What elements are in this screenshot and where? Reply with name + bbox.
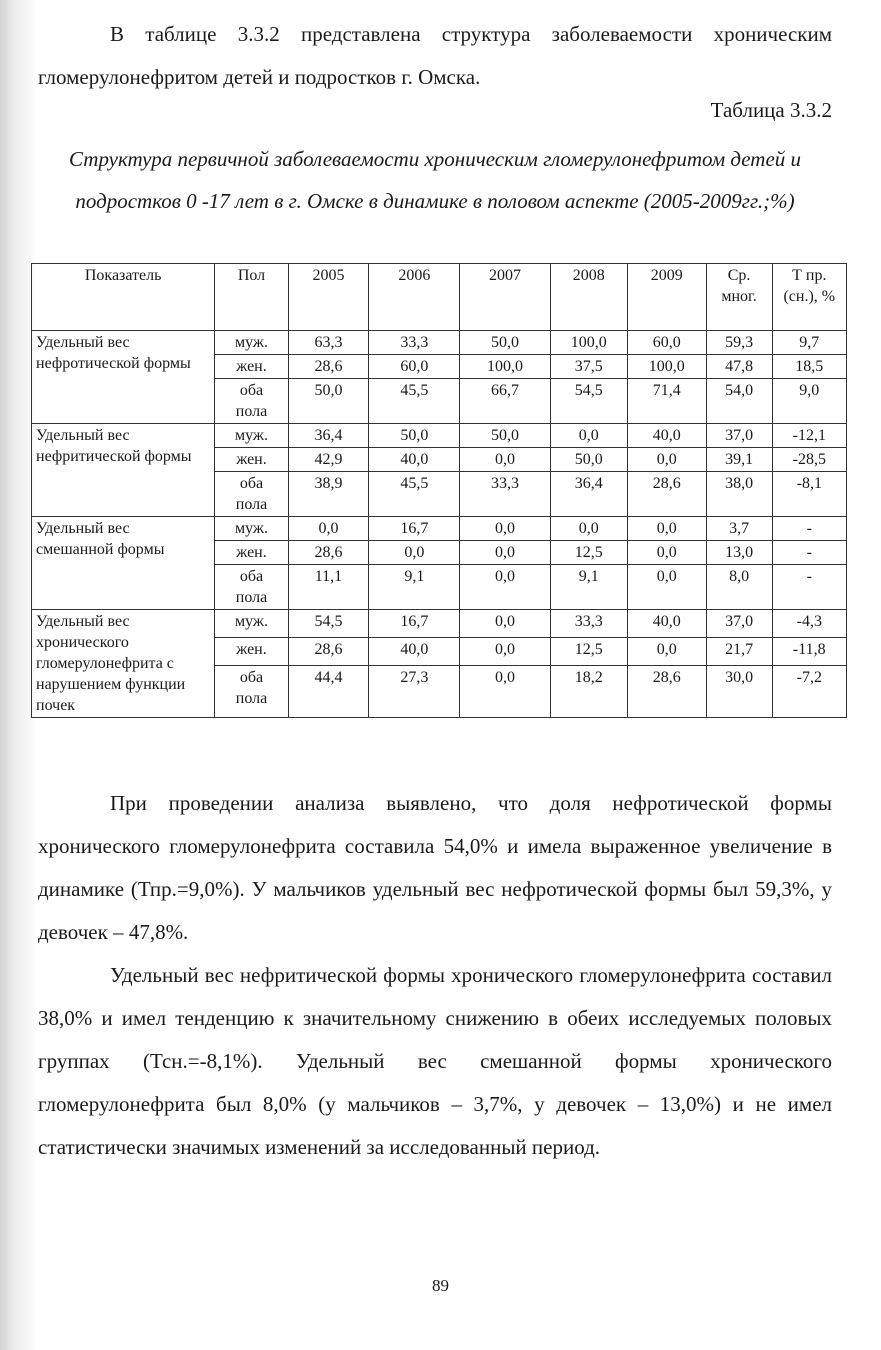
sex-cell: жен.	[215, 355, 288, 379]
value-cell: 63,3	[288, 331, 369, 355]
sex-cell: оба пола	[215, 565, 288, 610]
header-2006: 2006	[369, 264, 460, 331]
value-cell: 45,5	[369, 472, 460, 517]
value-cell: 0,0	[460, 448, 550, 472]
value-cell: 60,0	[369, 355, 460, 379]
value-cell: 8,0	[706, 565, 772, 610]
header-average: Ср. мног.	[706, 264, 772, 331]
value-cell: 66,7	[460, 379, 550, 424]
value-cell: 54,5	[288, 610, 369, 638]
header-2009: 2009	[628, 264, 707, 331]
indicator-cell: Удельный вес смешанной формы	[32, 517, 215, 610]
value-cell: 47,8	[706, 355, 772, 379]
table-row	[32, 517, 847, 541]
sex-cell: жен.	[215, 448, 288, 472]
value-cell: 9,0	[772, 379, 846, 424]
value-cell: 16,7	[369, 517, 460, 541]
value-cell: 45,5	[369, 379, 460, 424]
value-cell: 100,0	[550, 331, 628, 355]
header-2008: 2008	[550, 264, 628, 331]
value-cell: 18,2	[550, 665, 628, 717]
sex-cell: жен.	[215, 637, 288, 665]
sex-cell: оба пола	[215, 472, 288, 517]
table-caption: Структура первичной заболеваемости хроническим гломерулонефритом детей и подростков 0 -17 лет в г. Омске в динамике в половом аспекте (2005-2009гг.;%)	[68, 147, 802, 213]
value-cell: 28,6	[628, 472, 707, 517]
indicator-cell: Удельный вес нефритической формы	[32, 424, 215, 517]
value-cell: 40,0	[628, 610, 707, 638]
page-number: 89	[432, 1276, 449, 1295]
value-cell: 0,0	[628, 565, 707, 610]
value-cell: 100,0	[628, 355, 707, 379]
value-cell: 0,0	[460, 565, 550, 610]
value-cell: 28,6	[288, 541, 369, 565]
value-cell: 39,1	[706, 448, 772, 472]
indicator-cell: Удельный вес нефротической формы	[32, 331, 215, 424]
analysis-paragraph-1: При проведении анализа выявлено, что доля нефротической формы хронического гломерулонефрита составила 54,0% и имела выраженное увеличение в динамике (Тпр.=9,0%). У мальчиков удельный вес нефротической формы был 59,3%, у девочек – 47,8%.	[38, 791, 832, 944]
value-cell: 0,0	[550, 517, 628, 541]
header-2005: 2005	[288, 264, 369, 331]
value-cell: 12,5	[550, 541, 628, 565]
value-cell: 0,0	[628, 448, 707, 472]
value-cell: 38,0	[706, 472, 772, 517]
value-cell: 0,0	[628, 637, 707, 665]
sex-cell: муж.	[215, 331, 288, 355]
header-trend: Т пр. (сн.), %	[772, 264, 846, 331]
sex-cell: муж.	[215, 517, 288, 541]
table-row	[32, 424, 847, 448]
table-row	[32, 610, 847, 638]
value-cell: -	[772, 565, 846, 610]
value-cell: 11,1	[288, 565, 369, 610]
value-cell: 0,0	[628, 541, 707, 565]
header-indicator: Показатель	[32, 264, 215, 331]
value-cell: 30,0	[706, 665, 772, 717]
value-cell: 0,0	[460, 665, 550, 717]
value-cell: 0,0	[288, 517, 369, 541]
data-table	[31, 263, 847, 718]
value-cell: 59,3	[706, 331, 772, 355]
table-body	[32, 331, 847, 718]
value-cell: 9,1	[550, 565, 628, 610]
value-cell: 50,0	[550, 448, 628, 472]
value-cell: 44,4	[288, 665, 369, 717]
value-cell: 40,0	[628, 424, 707, 448]
sex-cell: жен.	[215, 541, 288, 565]
value-cell: 36,4	[288, 424, 369, 448]
value-cell: 40,0	[369, 637, 460, 665]
value-cell: 16,7	[369, 610, 460, 638]
value-cell: 12,5	[550, 637, 628, 665]
sex-cell: муж.	[215, 424, 288, 448]
value-cell: 0,0	[460, 637, 550, 665]
value-cell: 40,0	[369, 448, 460, 472]
value-cell: 0,0	[369, 541, 460, 565]
table-header-row	[32, 264, 847, 331]
value-cell: 21,7	[706, 637, 772, 665]
value-cell: 33,3	[460, 472, 550, 517]
value-cell: 0,0	[460, 610, 550, 638]
sex-cell: оба пола	[215, 379, 288, 424]
value-cell: 9,1	[369, 565, 460, 610]
value-cell: 33,3	[369, 331, 460, 355]
value-cell: 37,5	[550, 355, 628, 379]
value-cell: 9,7	[772, 331, 846, 355]
sex-cell: муж.	[215, 610, 288, 638]
header-sex: Пол	[215, 264, 288, 331]
value-cell: 42,9	[288, 448, 369, 472]
value-cell: 54,0	[706, 379, 772, 424]
value-cell: 71,4	[628, 379, 707, 424]
value-cell: 27,3	[369, 665, 460, 717]
value-cell: 18,5	[772, 355, 846, 379]
value-cell: 50,0	[369, 424, 460, 448]
value-cell: -28,5	[772, 448, 846, 472]
value-cell: 50,0	[288, 379, 369, 424]
value-cell: -	[772, 541, 846, 565]
value-cell: 37,0	[706, 424, 772, 448]
value-cell: 50,0	[460, 331, 550, 355]
value-cell: 50,0	[460, 424, 550, 448]
value-cell: 28,6	[288, 637, 369, 665]
value-cell: 38,9	[288, 472, 369, 517]
value-cell: -	[772, 517, 846, 541]
value-cell: 100,0	[460, 355, 550, 379]
value-cell: 28,6	[628, 665, 707, 717]
value-cell: 3,7	[706, 517, 772, 541]
table-row	[32, 331, 847, 355]
value-cell: -4,3	[772, 610, 846, 638]
value-cell: -7,2	[772, 665, 846, 717]
value-cell: 0,0	[460, 541, 550, 565]
header-2007: 2007	[460, 264, 550, 331]
value-cell: 0,0	[550, 424, 628, 448]
value-cell: -11,8	[772, 637, 846, 665]
analysis-paragraph-2: Удельный вес нефритической формы хронического гломерулонефрита составил 38,0% и имел тенденцию к значительному снижению в обеих исследуемых половых группах (Тсн.=-8,1%). Удельный вес смешанной формы хронического гломерулонефрита был 8,0% (у мальчиков – 3,7%, у девочек – 13,0%) и не имел статистически значимых изменений за исследованный период.	[38, 963, 832, 1159]
value-cell: -12,1	[772, 424, 846, 448]
sex-cell: оба пола	[215, 665, 288, 717]
value-cell: 33,3	[550, 610, 628, 638]
table-number: Таблица 3.3.2	[710, 98, 832, 122]
value-cell: 60,0	[628, 331, 707, 355]
value-cell: 13,0	[706, 541, 772, 565]
value-cell: 0,0	[460, 517, 550, 541]
value-cell: 54,5	[550, 379, 628, 424]
intro-paragraph: В таблице 3.3.2 представлена структура заболеваемости хроническим гломерулонефритом детей и подростков г. Омска.	[38, 22, 832, 89]
value-cell: 28,6	[288, 355, 369, 379]
value-cell: -8,1	[772, 472, 846, 517]
value-cell: 0,0	[628, 517, 707, 541]
indicator-cell: Удельный вес хронического гломерулонефрита с нарушением функции почек	[32, 610, 215, 718]
value-cell: 37,0	[706, 610, 772, 638]
value-cell: 36,4	[550, 472, 628, 517]
